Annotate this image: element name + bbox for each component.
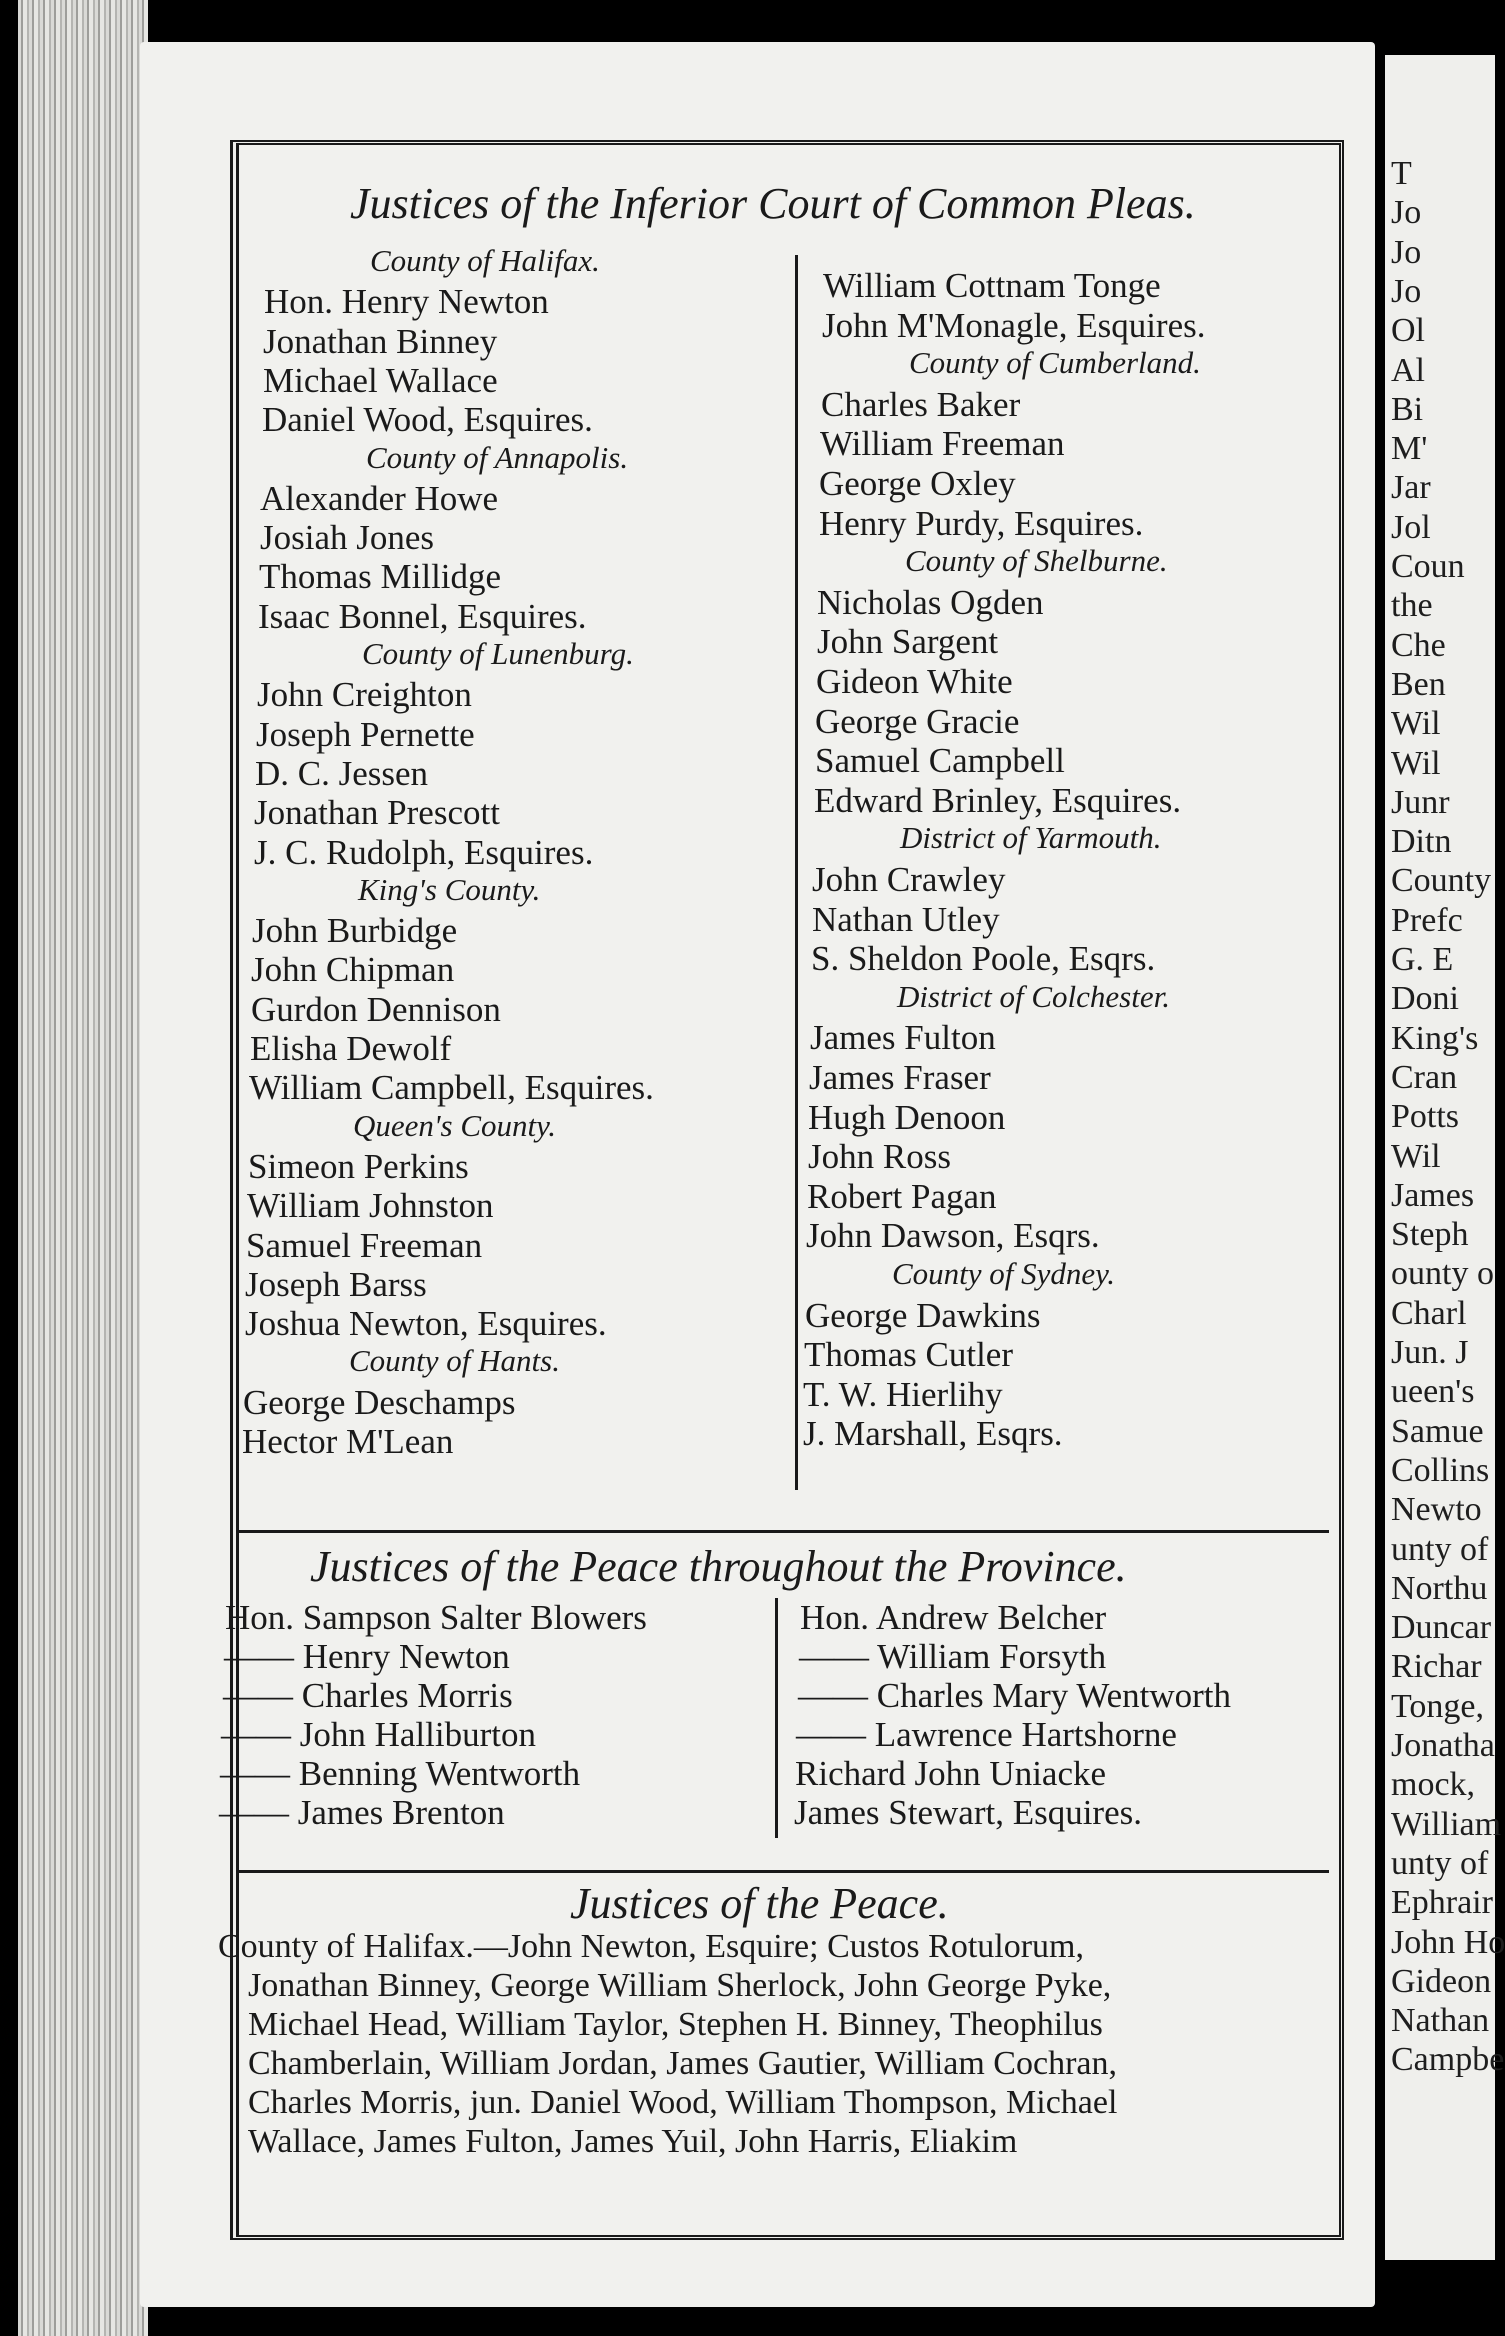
- justice-name: J. Marshall, Esqrs.: [803, 1414, 1063, 1454]
- facing-page-fragment: Tonge,: [1391, 1687, 1484, 1725]
- county-heading: County of Shelburne.: [905, 543, 1168, 579]
- facing-page-fragment: Northu: [1391, 1569, 1488, 1607]
- facing-page-fragment: King's: [1391, 1019, 1479, 1057]
- justice-name: J. C. Rudolph, Esquires.: [254, 832, 594, 872]
- justice-name: Joshua Newton, Esquires.: [245, 1304, 607, 1344]
- facing-page-fragment: unty of: [1391, 1844, 1489, 1882]
- county-heading: County of Cumberland.: [909, 345, 1201, 381]
- peace-paragraph-line: Jonathan Binney, George William Sherlock, John George Pyke,: [248, 1967, 1112, 2004]
- facing-page-fragment: Cran: [1391, 1058, 1458, 1096]
- facing-page-fragment: Potts: [1391, 1098, 1460, 1136]
- justice-name: William Freeman: [820, 424, 1065, 464]
- facing-page-fragment: Jo: [1391, 194, 1422, 232]
- facing-page-fragment: M': [1391, 430, 1428, 468]
- province-justice-name: Richard John Uniacke: [795, 1754, 1107, 1793]
- county-heading: County of Lunenburg.: [362, 636, 634, 671]
- facing-page-fragment: Gideon: [1391, 1962, 1492, 2000]
- facing-page-fragment: Nathan: [1391, 2002, 1490, 2040]
- justice-name: William Campbell, Esquires.: [249, 1068, 654, 1108]
- justice-name: Henry Purdy, Esquires.: [819, 503, 1144, 543]
- facing-page-fragment: Jar: [1391, 469, 1431, 507]
- facing-page-fragment: Jol: [1391, 508, 1431, 546]
- county-heading: District of Colchester.: [897, 978, 1170, 1014]
- justice-name: Joseph Pernette: [256, 714, 475, 754]
- facing-page-fragment: G. E: [1391, 941, 1454, 978]
- facing-page-fragment: Campbe: [1391, 2041, 1505, 2079]
- facing-page-fragment: Coun: [1391, 548, 1465, 585]
- justice-name: John Sargent: [817, 622, 999, 662]
- facing-page-fragment: Jun. J: [1391, 1334, 1469, 1371]
- justice-name: Daniel Wood, Esquires.: [262, 400, 593, 440]
- facing-page-fragment: Newto: [1391, 1491, 1482, 1529]
- justice-name: Alexander Howe: [260, 478, 499, 518]
- province-justice-name: —— Henry Newton: [224, 1637, 510, 1676]
- justice-name: Samuel Freeman: [246, 1225, 483, 1265]
- justice-name: Michael Wallace: [263, 360, 498, 400]
- peace-paragraph-line: Michael Head, William Taylor, Stephen H. Binney, Theophilus: [248, 2006, 1103, 2043]
- justice-name: Thomas Millidge: [259, 557, 502, 597]
- justice-name: Jonathan Binney: [263, 321, 498, 361]
- province-justice-name: —— Benning Wentworth: [220, 1754, 581, 1793]
- justice-name: John M'Monagle, Esquires.: [822, 305, 1206, 345]
- justice-name: William Johnston: [247, 1186, 494, 1226]
- justice-name: John Ross: [808, 1137, 951, 1177]
- facing-page-fragment: Collins: [1391, 1451, 1490, 1489]
- province-justice-name: —— Lawrence Hartshorne: [796, 1715, 1177, 1754]
- facing-page-fragment: William: [1391, 1805, 1502, 1843]
- facing-page-fragment: Samue: [1391, 1412, 1484, 1450]
- justice-name: D. C. Jessen: [255, 753, 429, 793]
- section-rule-2: [237, 1870, 1329, 1873]
- section-rule-1: [237, 1530, 1329, 1533]
- justice-name: Jonathan Prescott: [254, 793, 500, 833]
- facing-page-fragment: Richar: [1391, 1648, 1482, 1686]
- facing-page-fragment: Ben: [1391, 665, 1446, 703]
- justice-name: James Fraser: [809, 1058, 991, 1097]
- facing-page-fragment: Prefc: [1391, 901, 1463, 939]
- facing-page-fragment: Junr: [1391, 783, 1450, 821]
- facing-page-fragment: Ol: [1391, 312, 1425, 350]
- facing-page-fragment: Che: [1391, 626, 1446, 664]
- facing-page-fragment: ueen's: [1391, 1373, 1475, 1411]
- justice-name: George Gracie: [815, 701, 1020, 741]
- province-justice-name: Hon. Sampson Salter Blowers: [225, 1598, 647, 1637]
- province-justice-name: James Stewart, Esquires.: [794, 1793, 1142, 1832]
- facing-page-fragment: Wil: [1391, 705, 1441, 743]
- peace-title: Justices of the Peace.: [570, 1879, 949, 1928]
- justice-name: William Cottnam Tonge: [823, 266, 1161, 305]
- facing-page-fragment: James: [1391, 1176, 1475, 1214]
- province-justice-name: Hon. Andrew Belcher: [800, 1598, 1107, 1637]
- column-divider: [795, 255, 798, 1490]
- county-heading: King's County.: [358, 871, 541, 907]
- justice-name: John Chipman: [251, 950, 455, 990]
- inferior-court-title: Justices of the Inferior Court of Common Pleas.: [350, 179, 1196, 228]
- facing-page-fragment: Jo: [1391, 233, 1422, 271]
- facing-page-fragment: Charl: [1391, 1294, 1467, 1332]
- justice-name: John Burbidge: [252, 911, 458, 951]
- facing-page-fragment: Duncar: [1391, 1609, 1492, 1647]
- facing-page-fragment: unty of: [1391, 1530, 1489, 1568]
- peace-paragraph-line: Charles Morris, jun. Daniel Wood, William Thompson, Michael: [248, 2084, 1118, 2121]
- page-edge-stack: [18, 0, 148, 2336]
- province-justice-name: —— Charles Morris: [223, 1676, 513, 1715]
- province-justice-name: —— John Halliburton: [221, 1715, 536, 1754]
- facing-page-fragment: Ditn: [1391, 823, 1452, 861]
- province-justice-name: —— William Forsyth: [799, 1637, 1107, 1676]
- justice-name: George Deschamps: [243, 1382, 516, 1422]
- facing-page-fragment: John Ho: [1391, 1923, 1505, 1961]
- facing-page-fragment: Jo: [1391, 272, 1422, 310]
- justice-name: Nathan Utley: [812, 899, 1000, 939]
- facing-page-fragment: Wil: [1391, 1137, 1441, 1175]
- peace-paragraph-line: Wallace, James Fulton, James Yuil, John Harris, Eliakim: [248, 2123, 1018, 2160]
- justice-name: George Oxley: [819, 464, 1016, 503]
- justice-name: John Creighton: [257, 675, 472, 715]
- justice-name: James Fulton: [810, 1018, 996, 1058]
- province-column-divider: [775, 1598, 778, 1838]
- facing-page: [1385, 55, 1505, 2260]
- county-heading: County of Sydney.: [892, 1256, 1115, 1291]
- county-heading: County of Annapolis.: [366, 439, 629, 475]
- justice-name: Gurdon Dennison: [251, 989, 501, 1029]
- facing-page-fragment: mock,: [1391, 1766, 1476, 1804]
- justice-name: Hon. Henry Newton: [264, 282, 549, 322]
- justice-name: Nicholas Ogden: [817, 582, 1044, 622]
- facing-page-fragment: the: [1391, 587, 1433, 625]
- justice-name: Gideon White: [816, 662, 1013, 701]
- facing-page-fragment: ounty o: [1391, 1255, 1494, 1293]
- justice-name: Isaac Bonnel, Esquires.: [258, 596, 587, 636]
- justice-name: Robert Pagan: [807, 1176, 997, 1216]
- province-title: Justices of the Peace throughout the Province.: [310, 1542, 1127, 1591]
- county-heading: Queen's County.: [353, 1107, 556, 1143]
- justice-name: Charles Baker: [821, 384, 1021, 424]
- facing-page-fragment: Al: [1391, 351, 1425, 389]
- facing-page-fragment: Jonatha: [1391, 1727, 1495, 1764]
- justice-name: Samuel Campbell: [815, 741, 1065, 781]
- justice-name: T. W. Hierlihy: [803, 1374, 1003, 1414]
- justice-name: John Crawley: [812, 860, 1006, 899]
- justice-name: Hector M'Lean: [242, 1422, 454, 1461]
- justice-name: Hugh Denoon: [808, 1097, 1006, 1137]
- justice-name: George Dawkins: [805, 1295, 1041, 1335]
- facing-page-fragment: Steph: [1391, 1216, 1469, 1254]
- facing-page-fragment: Bi: [1391, 390, 1424, 428]
- justice-name: Simeon Perkins: [248, 1146, 469, 1186]
- justice-name: Edward Brinley, Esquires.: [814, 780, 1182, 820]
- county-heading: County of Hants.: [349, 1343, 560, 1379]
- county-heading: County of Halifax.: [370, 243, 600, 278]
- justice-name: John Dawson, Esqrs.: [806, 1216, 1100, 1256]
- county-heading: District of Yarmouth.: [900, 820, 1162, 856]
- justice-name: Joseph Barss: [245, 1264, 427, 1304]
- facing-page-fragment: Doni: [1391, 980, 1459, 1018]
- justice-name: Thomas Cutler: [804, 1335, 1013, 1375]
- peace-paragraph-line: County of Halifax.—John Newton, Esquire; Custos Rotulorum,: [218, 1928, 1085, 1965]
- peace-paragraph-line: Chamberlain, William Jordan, James Gautier, William Cochran,: [248, 2045, 1117, 2082]
- province-justice-name: —— Charles Mary Wentworth: [798, 1676, 1231, 1715]
- justice-name: S. Sheldon Poole, Esqrs.: [811, 939, 1156, 979]
- facing-page-fragment: T: [1391, 155, 1412, 192]
- province-justice-name: —— James Brenton: [219, 1793, 505, 1832]
- justice-name: Josiah Jones: [260, 518, 435, 558]
- facing-page-fragment: Wil: [1391, 744, 1441, 782]
- facing-page-fragment: Ephrair: [1391, 1884, 1493, 1922]
- justice-name: Elisha Dewolf: [250, 1029, 452, 1068]
- facing-page-fragment: County: [1391, 862, 1492, 900]
